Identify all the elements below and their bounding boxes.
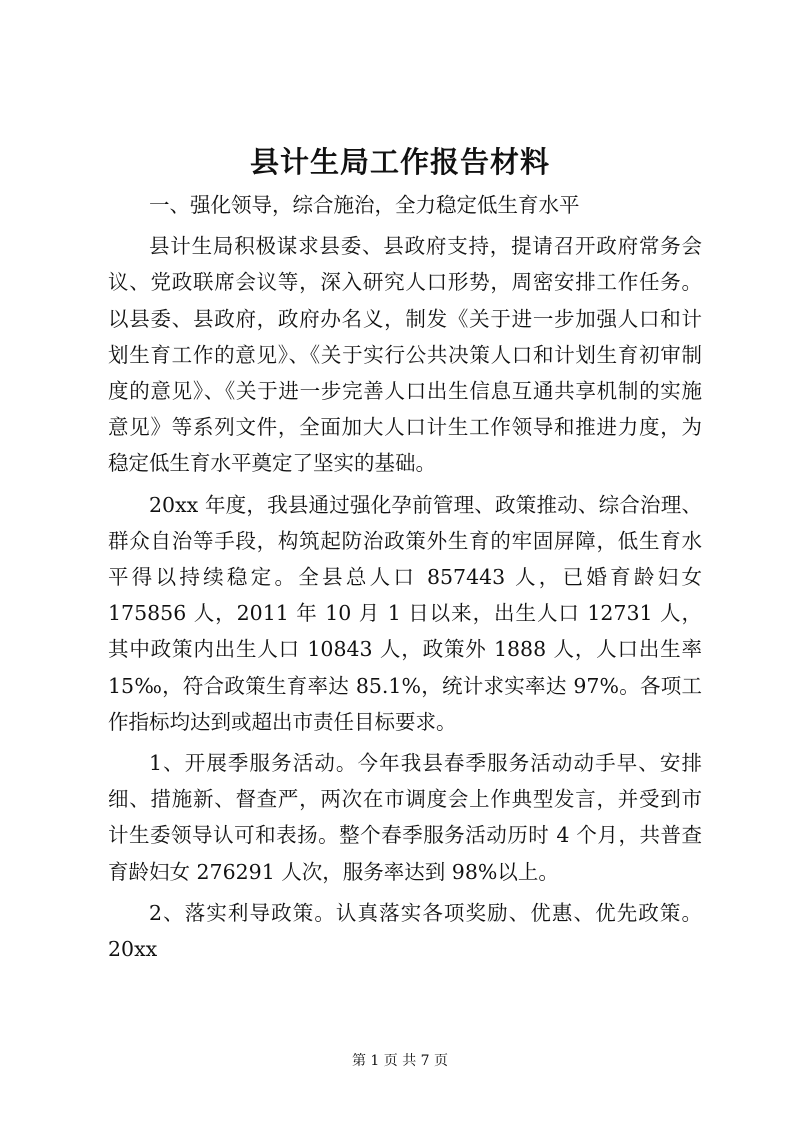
document-body	[108, 187, 702, 972]
section-heading: 一、强化领导，综合施治，全力稳定低生育水平	[149, 193, 580, 217]
body-paragraph: 1、开展季服务活动。今年我县春季服务活动动手早、安排细、措施新、督查严，两次在市调度会上作典型发言，并受到市计生委领导认可和表扬。整个春季服务活动历时 4 个月，共普查育龄妇女 276291 人次，服务率达到 98%以上。	[108, 751, 702, 884]
page-footer: 第 1 页 共 7 页	[351, 1053, 449, 1069]
body-paragraph: 20xx 年度，我县通过强化孕前管理、政策推动、综合治理、群众自治等手段，构筑起防治政策外生育的牢固屏障，低生育水平得以持续稳定。全县总人口 857443 人，已婚育龄妇女 175856 人，2011 年 10 月 1 日以来，出生人口 12731 人，其中政策内出生人口 10843 人，政策外 1888 人，人口出生率 15‰，符合政策生育率达 85.1%，统计求实率达 97%。各项工作指标均达到或超出市责任目标要求。	[108, 492, 702, 734]
body-paragraph: 县计生局积极谋求县委、县政府支持，提请召开政府常务会议、党政联席会议等，深入研究人口形势，周密安排工作任务。以县委、县政府，政府办名义，制发《关于进一步加强人口和计划生育工作的意见》、《关于实行公共决策人口和计划生育初审制度的意见》、《关于进一步完善人口出生信息互通共享机制的实施意见》等系列文件，全面加大人口计生工作领导和推进力度，为稳定低生育水平奠定了坚实的基础。	[108, 234, 702, 476]
document-title: 县计生局工作报告材料	[249, 145, 550, 179]
body-paragraph: 2、落实利导政策。认真落实各项奖励、优惠、优先政策。20xx	[108, 900, 702, 962]
